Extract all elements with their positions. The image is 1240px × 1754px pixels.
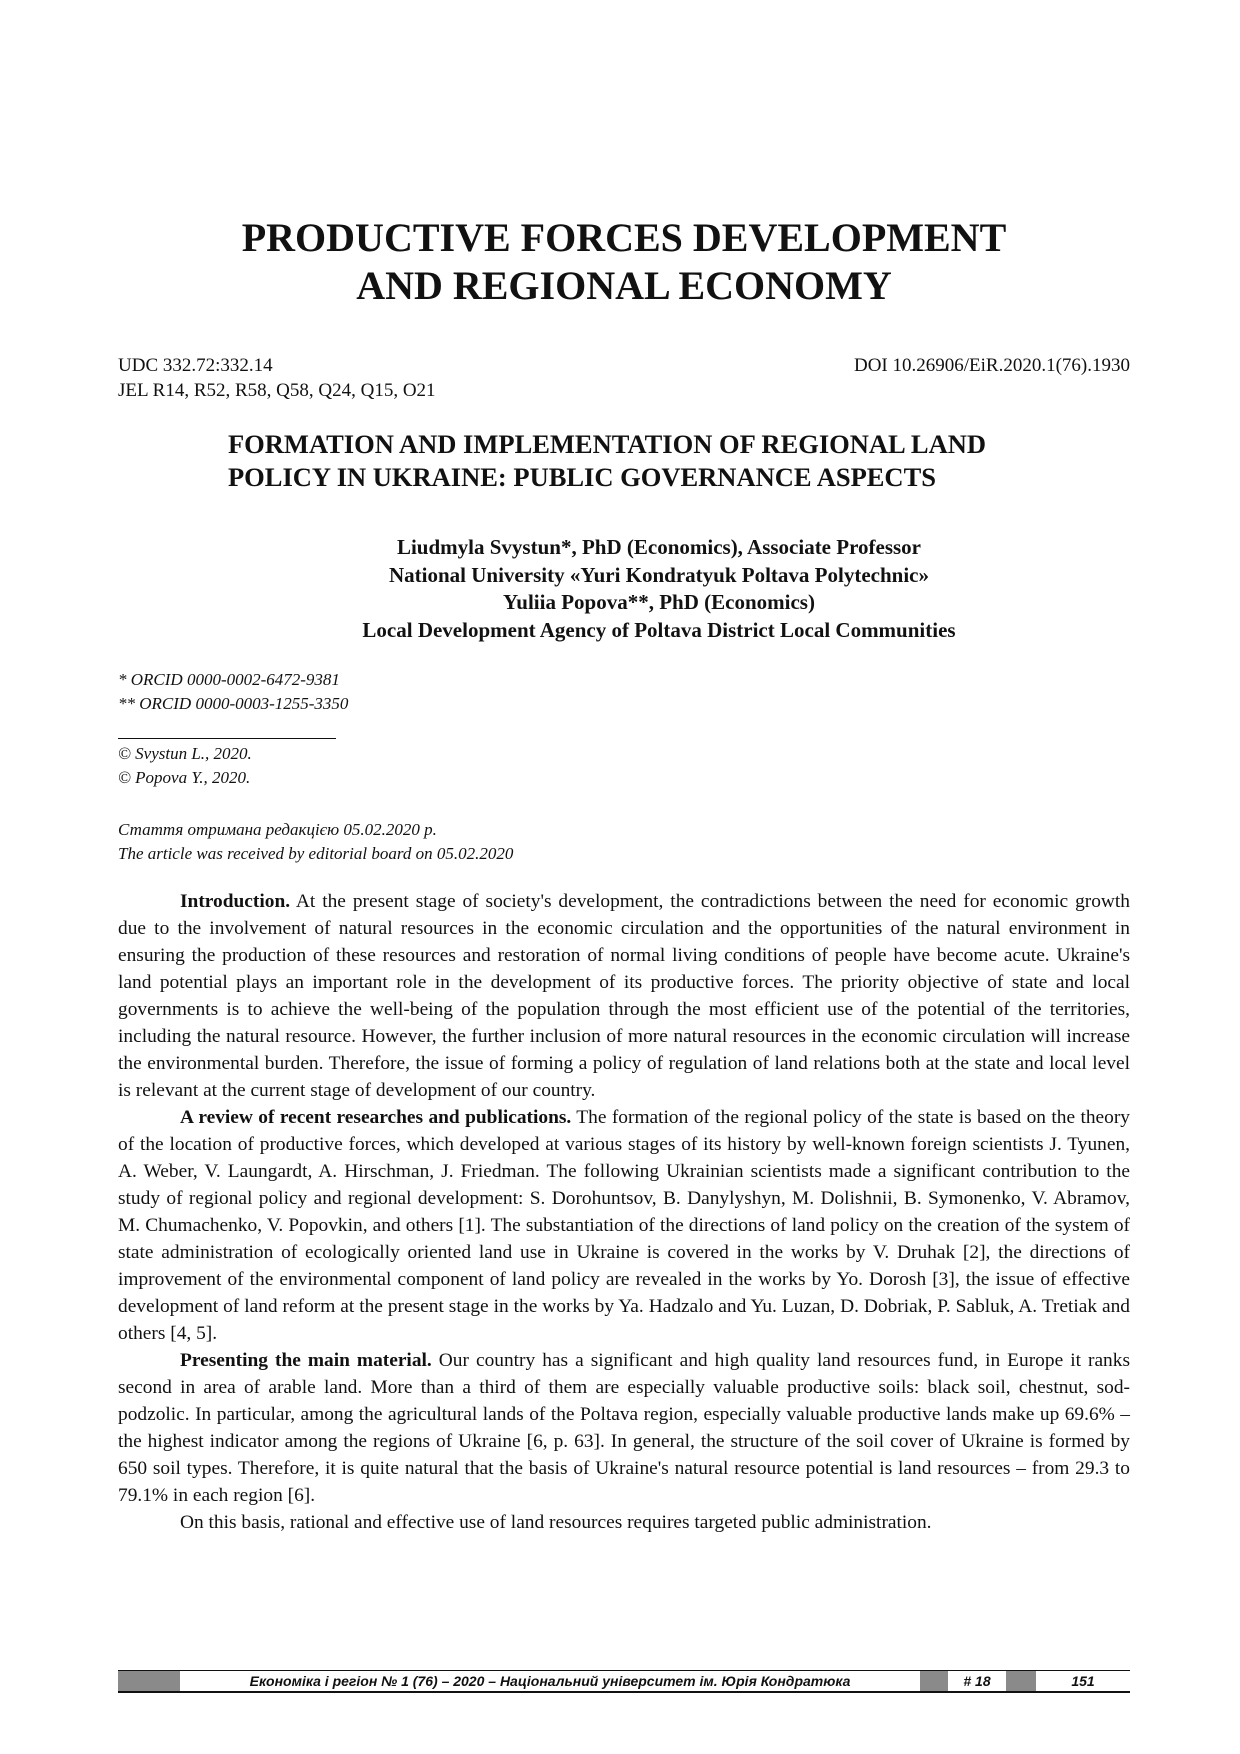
jel-code: JEL R14, R52, R58, Q58, Q24, Q15, O21	[118, 380, 436, 401]
orcid-block	[118, 668, 348, 716]
article-title	[228, 428, 1128, 494]
paragraph-heading: Presenting the main material.	[180, 1350, 432, 1371]
section-title-line: PRODUCTIVE FORCES DEVELOPMENT	[241, 215, 1007, 260]
page	[118, 0, 1130, 1754]
doi: DOI 10.26906/EiR.2020.1(76).1930	[853, 355, 1130, 376]
section-title	[118, 214, 1130, 310]
paragraph-text: On this basis, rational and effective use of land resources requires targeted public administration.	[180, 1512, 932, 1533]
paragraph-heading: A review of recent researches and publications.	[180, 1107, 572, 1128]
authors-block	[118, 534, 1130, 644]
classification-codes	[118, 353, 436, 403]
page-footer	[118, 1670, 1130, 1693]
paragraph-text: At the present stage of society's development, the contradictions between the need for economic growth due to the involvement of natural resources in the economic circulation and the opportunities of the natural environment in ensuring the production of these resources and restoration of normal living conditions of people have become acute. Ukraine's land potential plays an important role in the development of its productive forces. The priority objective of state and local governments is to achieve the well-being of the population through the most efficient use of the potential of the territories, including the natural resource. However, the further inclusion of more natural resources in the economic circulation will increase the environmental burden. Therefore, the issue of forming a policy of regulation of land relations both at the state and local level is relevant at the current stage of development of our country.	[118, 891, 1130, 1101]
article-title-line: FORMATION AND IMPLEMENTATION OF REGIONAL LAND	[228, 429, 986, 459]
udc-code: UDC 332.72:332.14	[118, 355, 273, 376]
orcid-1: * ORCID 0000-0002-6472-9381	[118, 670, 340, 689]
article-title-line: POLICY IN UKRAINE: PUBLIC GOVERNANCE ASPECTS	[228, 462, 936, 492]
orcid-2: ** ORCID 0000-0003-1255-3350	[118, 694, 349, 713]
footnote-divider	[118, 738, 336, 739]
paragraph-main-material	[118, 1347, 1130, 1509]
footer-bar	[920, 1671, 948, 1691]
affiliation-2: Local Development Agency of Poltava District Local Communities	[362, 617, 956, 642]
copyright-1: © Svystun L., 2020.	[118, 744, 252, 763]
author-1: Liudmyla Svystun*, PhD (Economics), Associate Professor	[396, 535, 922, 559]
received-en: The article was received by editorial board on 05.02.2020	[118, 844, 514, 863]
paragraph-review	[118, 1104, 1130, 1347]
paragraph-text: The formation of the regional policy of the state is based on the theory of the location of productive forces, which developed at various stages of its history by well-known foreign scientists J. Tyunen, A. Weber, V. Laungardt, A. Hirschman, J. Friedman. The following Ukrainian scientists made a significant contribution to the study of regional policy and regional development: S. Dorohuntsov, B. Danylyshyn, M. Dolishnii, B. Symonenko, V. Abramov, M. Chumachenko, V. Popovkin, and others [1]. The substantiation of the directions of land policy on the creation of the system of state administration of ecologically oriented land use in Ukraine is covered in the works by V. Druhak [2], the directions of improvement of the environmental component of land policy are revealed in the works by Yo. Dorosh [3], the issue of effective development of land reform at the present stage in the works by Ya. Hadzalo and Yu. Luzan, D. Dobriak, P. Sabluk, A. Tretiak and others [4, 5].	[118, 1107, 1130, 1344]
footer-issue: # 18	[948, 1671, 1006, 1691]
section-title-line: AND REGIONAL ECONOMY	[356, 263, 892, 308]
page-number: 151	[1036, 1671, 1130, 1691]
paragraph-text: Our country has a significant and high quality land resources fund, in Europe it ranks second in area of arable land. More than a third of them are especially valuable productive soils: black soil, chestnut, sod-podzolic. In particular, among the agricultural lands of the Poltava region, especially valuable productive lands make up 69.6% – the highest indicator among the regions of Ukraine [6, p. 63]. In general, the structure of the soil cover of Ukraine is formed by 650 soil types. Therefore, it is quite natural that the basis of Ukraine's natural resource potential is land resources – from 29.3 to 79.1% in each region [6].	[118, 1350, 1130, 1506]
author-2: Yuliia Popova**, PhD (Economics)	[503, 590, 815, 614]
footer-bar	[1006, 1671, 1036, 1691]
received-ua: Стаття отримана редакцією 05.02.2020 р.	[118, 820, 437, 839]
affiliation-1: National University «Yuri Kondratyuk Poltava Polytechnic»	[389, 562, 929, 587]
copyright-block	[118, 742, 252, 790]
article-body	[118, 888, 1130, 1536]
footer-bar	[118, 1671, 180, 1691]
paragraph-heading: Introduction.	[180, 891, 291, 912]
paragraph-conclusion-lead	[118, 1509, 1130, 1536]
paragraph-introduction	[118, 888, 1130, 1104]
footer-journal: Економіка і регіон № 1 (76) – 2020 – Національний університет ім. Юрія Кондратюка	[180, 1671, 920, 1691]
received-block	[118, 818, 513, 866]
copyright-2: © Popova Y., 2020.	[118, 768, 251, 787]
